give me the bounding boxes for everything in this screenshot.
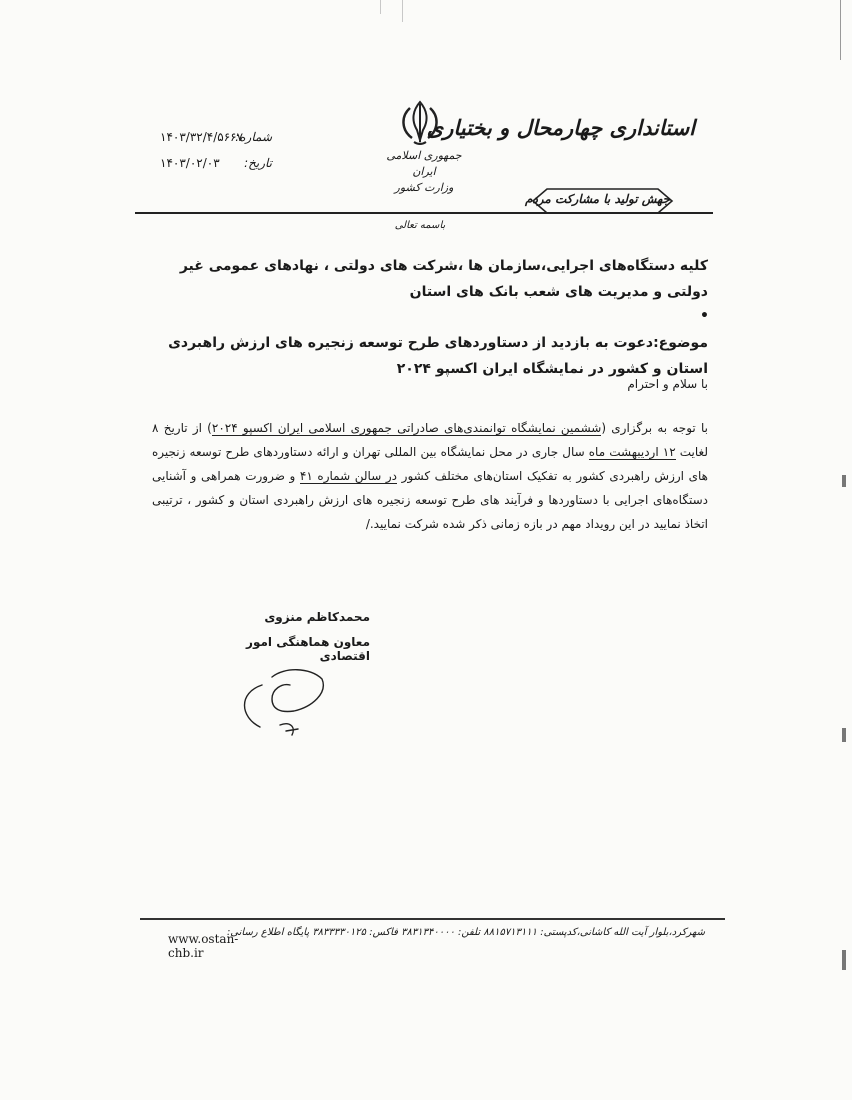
letter-body bbox=[152, 416, 708, 536]
body-text: و ضرورت همراهی و آشنایی دستگاه‌های اجرایی با دستاوردها و فرآیند های طرح توسعه زنجیره های ارزش راهبردی استان و کشور ، ترتیبی اتخاذ نمایید در این رویداد مهم در بازه زمانی ذکر شده شرکت نمایید./ bbox=[152, 469, 708, 531]
exhibition-name: ششمین نمایشگاه توانمندی‌های صادراتی جمهوری اسلامی ایران اکسپو ۲۰۲۴ bbox=[211, 421, 602, 435]
body-text: با توجه به برگزاری ( bbox=[601, 421, 708, 435]
greeting: با سلام و احترام bbox=[627, 377, 708, 391]
slogan: جهش تولید با مشارکت مردم bbox=[525, 192, 670, 206]
date-label: تاریخ: bbox=[244, 156, 272, 170]
footer-address: شهرکرد،بلوار آیت الله کاشانی،کدپستی: ۸۸۱۵۷۱۳۱۱۱ تلفن: ۳۸۳۱۳۴۰۰۰۰ فاکس: ۳۸۳۳۳۳۰۱۲۵ پایگاه اطلاع رسانی: bbox=[226, 927, 705, 938]
scan-mark bbox=[840, 0, 841, 60]
recipient: کلیه دستگاه‌های اجرایی،سازمان ها ،شرکت های دولتی ، نهادهای عمومی غیر دولتی و مدیریت های شعب بانک های استان bbox=[179, 258, 708, 300]
footer-website: www.ostan-chb.ir bbox=[168, 932, 239, 960]
signer-name: محمدکاظم منزوی bbox=[264, 610, 370, 624]
body-text: سال جاری در محل نمایشگاه بین المللی تهران و ارائه دستاوردهای طرح توسعه زنجیره های ارزش راهبردی کشور به تفکیک استان‌های مختلف کشور bbox=[152, 445, 708, 483]
province-name: استانداری چهارمحال و بختیاری bbox=[426, 116, 695, 140]
bullet-dot: • bbox=[700, 308, 709, 324]
handwritten-signature bbox=[232, 665, 332, 740]
ministry-line: جمهوری اسلامی ایران bbox=[386, 149, 462, 178]
body-text: ) از تاریخ ۸ لغایت bbox=[152, 421, 708, 459]
signer-title: معاون هماهنگی امور اقتصادی bbox=[246, 635, 370, 663]
meta-labels bbox=[235, 124, 272, 176]
exhibition-date: ۱۲ اردیبهشت ماه bbox=[588, 445, 676, 459]
scan-mark bbox=[842, 475, 846, 487]
hall-number: در سالن شماره ۴۱ bbox=[299, 469, 398, 483]
meta-values bbox=[160, 124, 248, 176]
number-value: ۱۴۰۳/۳۲/۴/۵۶۶۷ bbox=[160, 130, 244, 144]
subject: موضوع:دعوت به بازدید از دستاوردهای طرح توسعه زنجیره های ارزش راهبردی استان و کشور در نمایشگاه ایران اکسپو ۲۰۲۴ bbox=[168, 335, 708, 377]
header-divider bbox=[135, 212, 713, 214]
basmala: باسمه تعالی bbox=[394, 220, 446, 231]
ministry-block bbox=[384, 148, 464, 196]
scan-mark bbox=[842, 950, 846, 970]
scan-mark bbox=[402, 0, 403, 22]
date-value: ۱۴۰۳/۰۲/۰۳ bbox=[160, 156, 220, 170]
footer-divider bbox=[140, 918, 725, 920]
scan-mark bbox=[842, 728, 846, 742]
scan-mark bbox=[380, 0, 381, 14]
ministry-line: وزارت کشور bbox=[394, 181, 454, 194]
number-label: شماره: bbox=[235, 130, 272, 144]
